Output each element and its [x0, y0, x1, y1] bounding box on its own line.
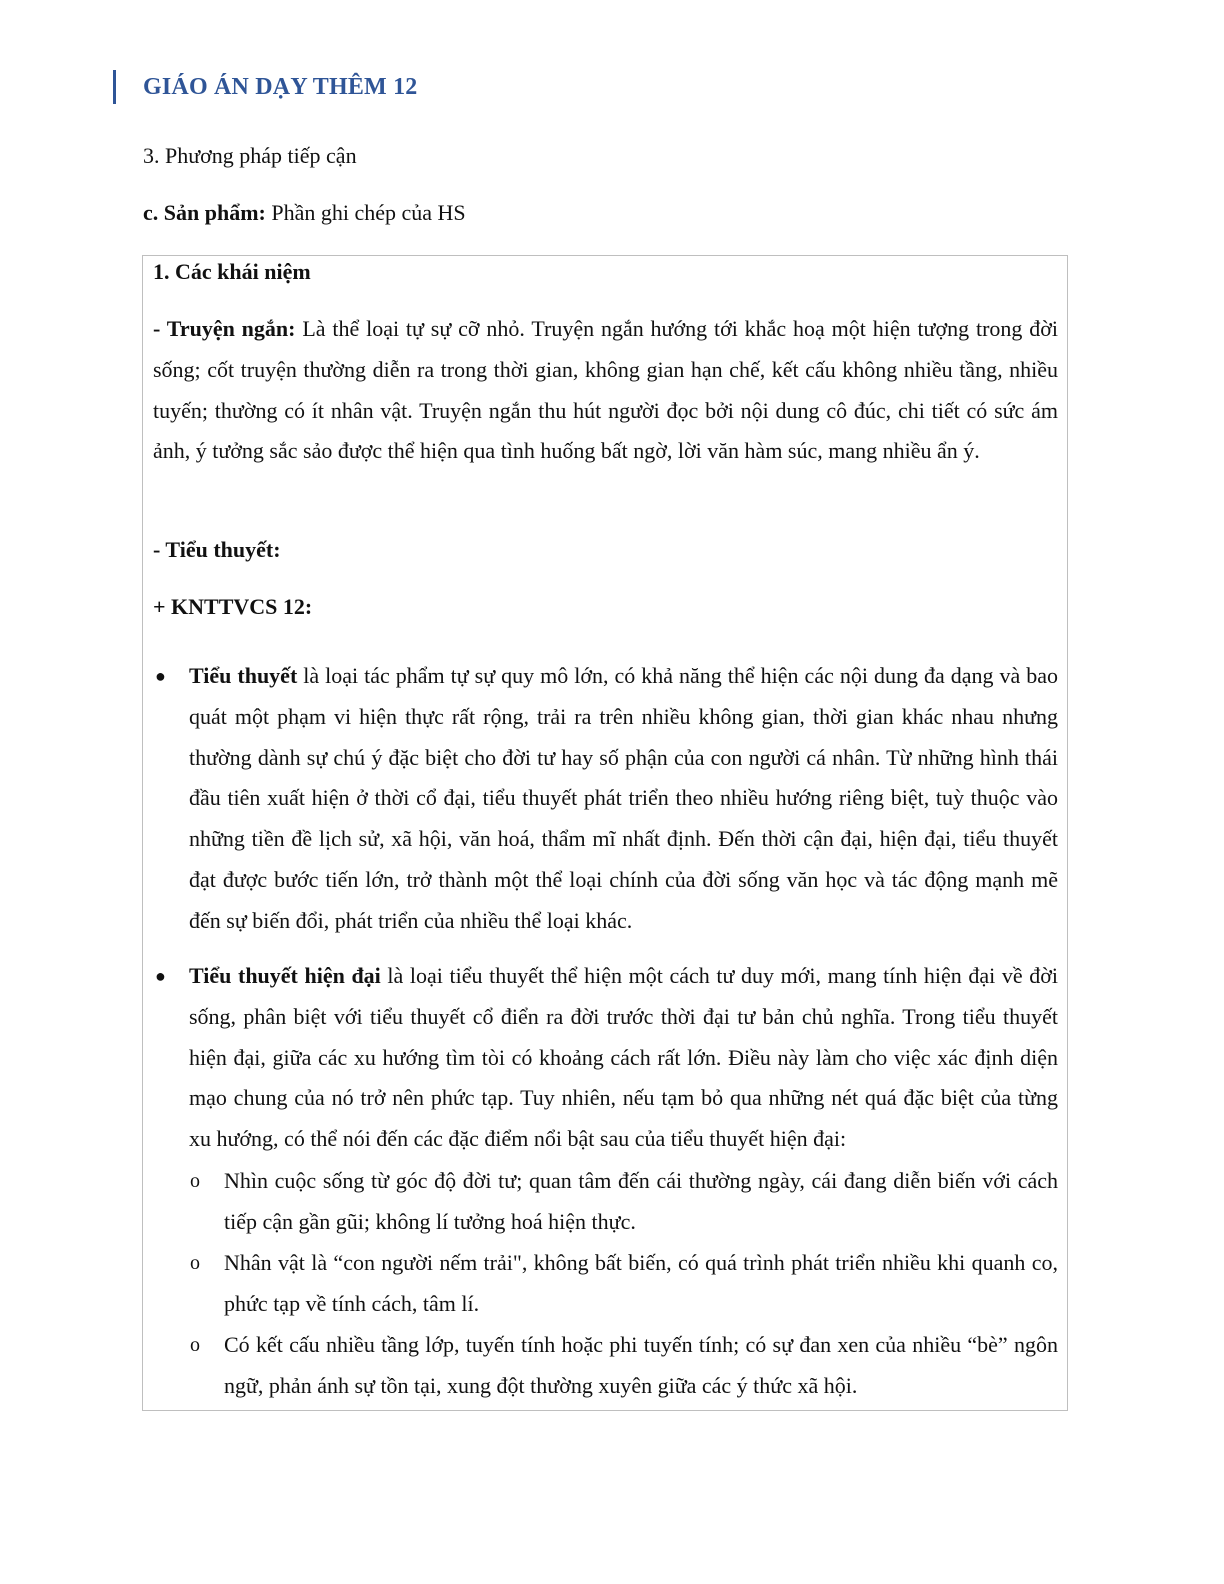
novel-label: [153, 530, 1058, 571]
section-heading-text: 1. Các khái niệm: [153, 259, 311, 284]
product-label: c. Sản phẩm:: [143, 200, 266, 225]
list-item: [189, 656, 1058, 942]
source-label: [153, 587, 1058, 628]
short-story-label: - Truyện ngắn:: [153, 316, 296, 341]
sub-list-item: Nhân vật là “con người nếm trải", không bất biến, có quá trình phát triển nhiều khi quanh co, phức tạp về tính cách, tâm lí.: [224, 1250, 1058, 1316]
list-item: [189, 956, 1058, 1160]
sub-bullet-icon: o: [190, 1334, 200, 1356]
sub-bullet-icon: o: [190, 1170, 200, 1192]
product-line: [143, 198, 466, 228]
sub-list-item: Nhìn cuộc sống từ góc độ đời tư; quan tâm đến cái thường ngày, cái đang diễn biến với cách tiếp cận gần gũi; không lí tưởng hoá hiện thực.: [224, 1168, 1058, 1234]
list-item-text: là loại tác phẩm tự sự quy mô lớn, có khả năng thể hiện các nội dung đa dạng và bao quát một phạm vi hiện thực rất rộng, trải ra trên nhiều không gian, thời gian khác nhau nhưng thường dành sự chú ý đặc biệt cho đời tư hay số phận của con người cá nhân. Từ những hình thái đầu tiên xuất hiện ở thời cổ đại, tiểu thuyết phát triển theo nhiều hướng riêng biệt, tuỳ thuộc vào những tiền đề lịch sử, xã hội, văn hoá, thẩm mĩ nhất định. Đến thời cận đại, hiện đại, tiểu thuyết đạt được bước tiến lớn, trở thành một thể loại chính của đời sống văn học và tác động mạnh mẽ đến sự biến đổi, phát triển của nhiều thể loại khác.: [189, 663, 1058, 933]
list-item-bold: Tiểu thuyết hiện đại: [189, 963, 381, 988]
short-story-paragraph: [153, 309, 1058, 472]
sub-bullet-icon: o: [190, 1252, 200, 1274]
source-label-text: + KNTTVCS 12:: [153, 594, 313, 619]
bullet-icon: ●: [155, 966, 166, 986]
method-line: 3. Phương pháp tiếp cận: [143, 143, 357, 168]
list-item-bold: Tiểu thuyết: [189, 663, 298, 688]
product-text: Phần ghi chép của HS: [265, 200, 466, 225]
sub-list-item: Có kết cấu nhiều tầng lớp, tuyến tính hoặc phi tuyến tính; có sự đan xen của nhiều “bè” ngôn ngữ, phản ánh sự tồn tại, xung đột thường xuyên giữa các ý thức xã hội.: [224, 1332, 1058, 1398]
bullet-icon: ●: [155, 666, 166, 686]
short-story-text: Là thể loại tự sự cỡ nhỏ. Truyện ngắn hướng tới khắc hoạ một hiện tượng trong đời sống; cốt truyện thường diễn ra trong thời gian, không gian hạn chế, kết cấu không nhiều tầng, nhiều tuyến; thường có ít nhân vật. Truyện ngắn thu hút người đọc bởi nội dung cô đúc, chi tiết có sức ám ảnh, ý tưởng sắc sảo được thể hiện qua tình huống bất ngờ, lời văn hàm súc, mang nhiều ẩn ý.: [153, 316, 1058, 464]
novel-label-text: - Tiểu thuyết:: [153, 537, 281, 562]
header-title: GIÁO ÁN DẠY THÊM 12: [143, 73, 418, 100]
section-heading: [153, 252, 1058, 293]
list-item-text: là loại tiểu thuyết thể hiện một cách tư duy mới, mang tính hiện đại về đời sống, phân biệt với tiểu thuyết cổ điển ra đời trước thời đại tư bản chủ nghĩa. Trong tiểu thuyết hiện đại, giữa các xu hướng tìm tòi có khoảng cách rất lớn. Điều này làm cho việc xác định diện mạo chung của nó trở nên phức tạp. Tuy nhiên, nếu tạm bỏ qua những nét quá đặc biệt của từng xu hướng, có thể nói đến các đặc điểm nổi bật sau của tiểu thuyết hiện đại:: [189, 963, 1058, 1152]
header-accent-bar: [113, 70, 116, 104]
page-header: [113, 70, 417, 104]
